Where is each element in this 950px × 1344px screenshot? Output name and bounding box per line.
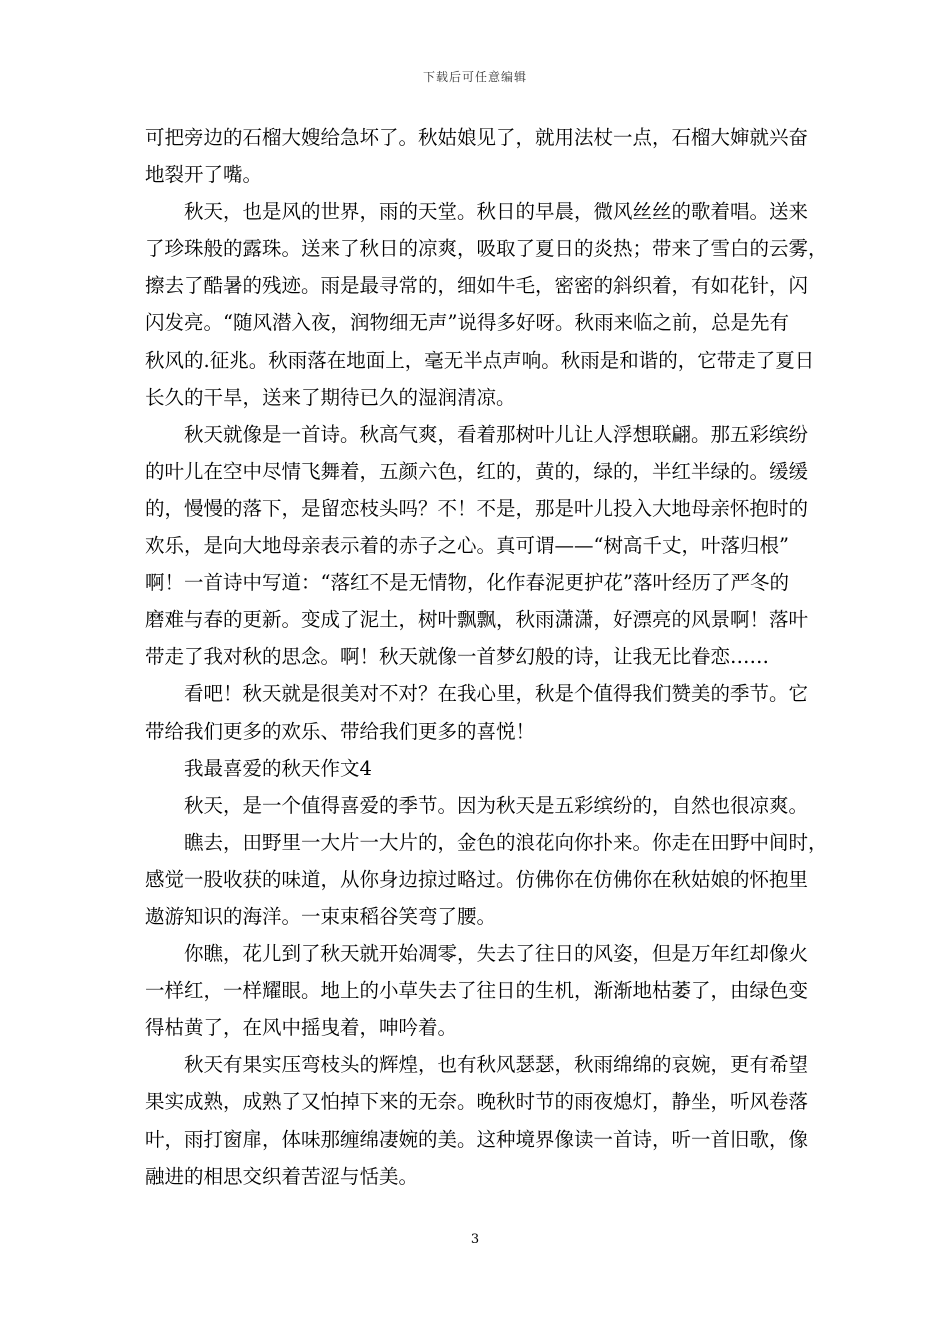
text-line: 秋风的.征兆。秋雨落在地面上，毫无半点声响。秋雨是和谐的，它带走了夏日 (145, 348, 815, 372)
text-line: 秋天，是一个值得喜爱的季节。因为秋天是五彩缤纷的，自然也很凉爽。 (145, 793, 809, 817)
text-line: 地裂开了嘴。 (145, 163, 263, 187)
page-header: 下载后可任意编辑 (422, 70, 527, 84)
page-number: 3 (470, 1232, 480, 1247)
text-line: 可把旁边的石榴大嫂给急坏了。秋姑娘见了，就用法杖一点，石榴大婶就兴奋 (145, 126, 809, 149)
text-line: 融进的相思交织着苦涩与恬美。 (145, 1164, 419, 1188)
text-line: 的，慢慢的落下，是留恋枝头吗？不！不是，那是叶儿投入大地母亲怀抱时的 (145, 496, 809, 520)
text-line: 擦去了酷暑的残迹。雨是最寻常的，细如牛毛，密密的斜织着，有如花针，闪 (145, 274, 809, 298)
text-line: 闪发亮。“随风潜入夜，润物细无声”说得多好呀。秋雨来临之前，总是先有 (145, 311, 789, 335)
text-line: 长久的干旱，送来了期待已久的湿润清凉。 (145, 385, 516, 409)
text-line: 秋天有果实压弯枝头的辉煌，也有秋风瑟瑟，秋雨绵绵的哀婉，更有希望 (145, 1053, 809, 1077)
text-line: 你瞧，花儿到了秋天就开始凋零，失去了往日的风姿，但是万年红却像火 (145, 942, 809, 966)
section-heading: 我最喜爱的秋天作文4 (145, 756, 372, 780)
text-line: 一样红，一样耀眼。地上的小草失去了往日的生机，渐渐地枯萎了，由绿色变 (145, 979, 809, 1003)
text-line: 遨游知识的海洋。一束束稻谷笑弯了腰。 (145, 904, 497, 928)
text-line: 啊！一首诗中写道：“落红不是无情物，化作春泥更护花”落叶经历了严冬的 (145, 571, 789, 595)
text-line: 果实成熟，成熟了又怕掉下来的无奈。晚秋时节的雨夜熄灯，静坐，听风卷落 (145, 1090, 809, 1114)
document-body (145, 119, 828, 1195)
text-line: 得枯黄了，在风中摇曳着，呻吟着。 (145, 1016, 458, 1040)
text-line: 叶，雨打窗扉，体味那缠绵凄婉的美。这种境界像读一首诗，听一首旧歌，像 (145, 1127, 809, 1151)
text-line: 磨难与春的更新。变成了泥土，树叶飘飘，秋雨潇潇，好漂亮的风景啊！落叶 (145, 608, 809, 632)
text-line: 感觉一股收获的味道，从你身边掠过略过。仿佛你在仿佛你在秋姑娘的怀抱里 (145, 867, 809, 891)
text-line: 的叶儿在空中尽情飞舞着，五颜六色，红的，黄的，绿的，半红半绿的。缓缓 (145, 459, 809, 483)
text-line: 欢乐，是向大地母亲表示着的赤子之心。真可谓——“树高千丈，叶落归根” (145, 534, 789, 558)
text-line: 瞧去，田野里一大片一大片的，金色的浪花向你扑来。你走在田野中间时， (145, 830, 828, 854)
text-line: 秋天，也是风的世界，雨的天堂。秋日的早晨，微风丝丝的歌着唱。送来 (145, 200, 809, 224)
text-line: 了珍珠般的露珠。送来了秋日的凉爽，吸取了夏日的炎热；带来了雪白的云雾， (145, 237, 828, 261)
text-line: 带走了我对秋的思念。啊！秋天就像一首梦幻般的诗，让我无比眷恋…… (145, 645, 770, 669)
text-line: 看吧！秋天就是很美对不对？在我心里，秋是个值得我们赞美的季节。它 (145, 682, 809, 706)
text-line: 带给我们更多的欢乐、带给我们更多的喜悦！ (145, 719, 536, 743)
text-line: 秋天就像是一首诗。秋高气爽，看着那树叶儿让人浮想联翩。那五彩缤纷 (145, 422, 809, 446)
